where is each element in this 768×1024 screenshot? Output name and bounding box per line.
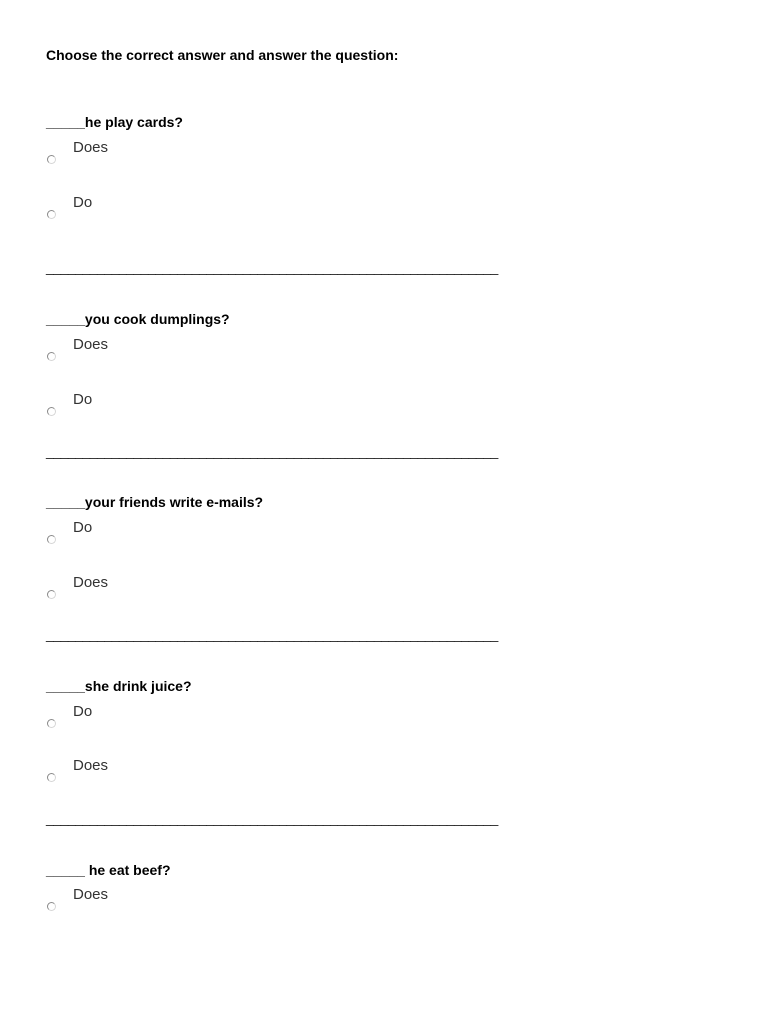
radio-button[interactable] <box>47 773 56 782</box>
option-label: Does <box>73 886 109 903</box>
question-text: _____you cook dumplings? <box>46 311 230 327</box>
radio-button[interactable] <box>47 719 56 728</box>
separator-line: ______________________________________________________________ <box>46 810 498 826</box>
option-1-b[interactable] <box>46 194 246 234</box>
radio-button[interactable] <box>47 535 56 544</box>
question-text: _____ he eat beef? <box>46 862 171 878</box>
radio-button[interactable] <box>47 352 56 361</box>
option-label: Does <box>73 139 109 156</box>
question-text: _____she drink juice? <box>46 678 192 694</box>
option-label: Do <box>73 194 93 211</box>
instructions-heading: Choose the correct answer and answer the question: <box>46 47 399 63</box>
radio-button[interactable] <box>47 902 56 911</box>
option-label: Do <box>73 703 93 720</box>
option-label: Do <box>73 391 93 408</box>
radio-button[interactable] <box>47 210 56 219</box>
option-4-b[interactable] <box>46 757 246 797</box>
option-4-a[interactable] <box>46 703 246 743</box>
radio-button[interactable] <box>47 590 56 599</box>
option-label: Does <box>73 574 109 591</box>
option-2-a[interactable] <box>46 336 246 376</box>
option-5-a[interactable] <box>46 886 246 926</box>
option-label: Does <box>73 336 109 353</box>
question-text: _____he play cards? <box>46 114 183 130</box>
separator-line: ______________________________________________________________ <box>46 626 498 642</box>
option-3-b[interactable] <box>46 574 246 614</box>
option-2-b[interactable] <box>46 391 246 431</box>
separator-line: ______________________________________________________________ <box>46 259 498 275</box>
separator-line: ______________________________________________________________ <box>46 443 498 459</box>
radio-button[interactable] <box>47 407 56 416</box>
option-1-a[interactable] <box>46 139 246 179</box>
option-label: Do <box>73 519 93 536</box>
option-label: Does <box>73 757 109 774</box>
option-3-a[interactable] <box>46 519 246 559</box>
radio-button[interactable] <box>47 155 56 164</box>
question-text: _____your friends write e-mails? <box>46 494 264 510</box>
